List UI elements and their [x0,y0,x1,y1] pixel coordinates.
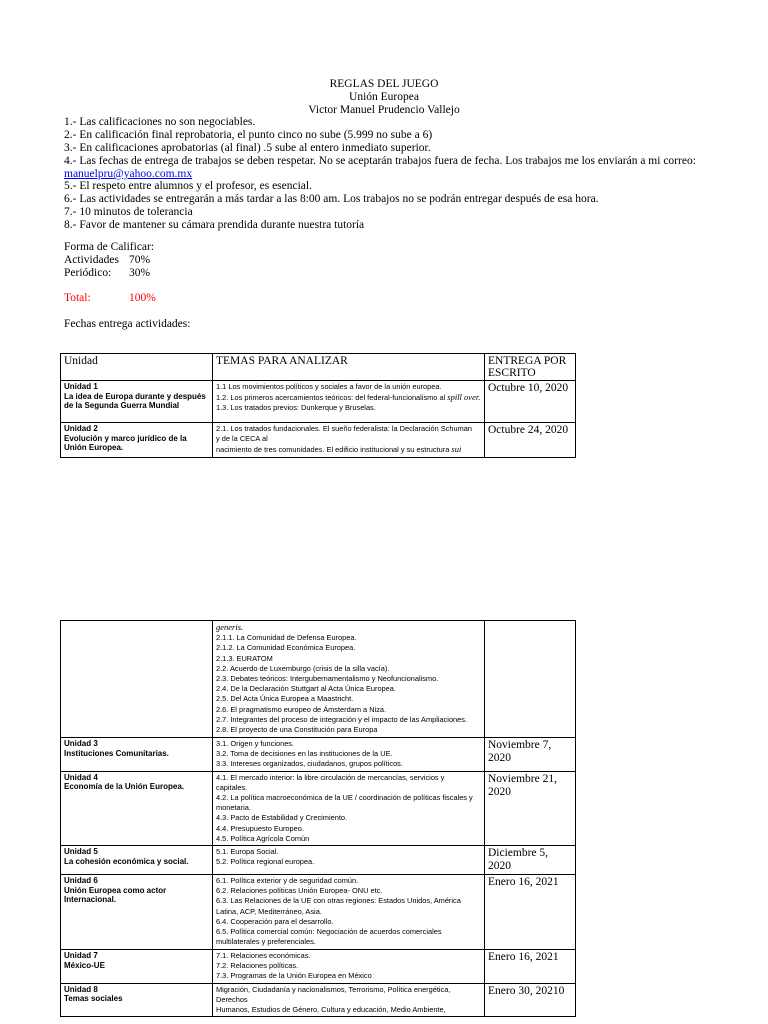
topics-cell [213,875,485,950]
delivery-date [485,621,576,738]
grading-total-label: Total: [64,292,91,304]
topic-italic: sui [451,444,462,455]
unit-cell [61,846,213,875]
topic-item: 2.2. Acuerdo de Luxemburgo (crisis de la silla vacía). [216,663,390,673]
grading-newspaper-value: 30% [129,267,151,279]
table-row [61,875,576,950]
topic-item: 2.3. Debates teóricos: Intergubernamentalismo y Neofuncionalismo. [216,674,439,684]
unit-cell [61,875,213,950]
table-row [61,950,576,984]
grading-activities-label: Actividades [64,254,119,266]
topic-item: 3.3. Intereses organizados, ciudadanos, grupos políticos. [216,759,403,769]
topic-item: 2.4. De la Declaración Stuttgart al Acta Única Europea. [216,684,396,694]
unit-number: Unidad 6 [64,876,98,886]
unit-title: Instituciones Comunitarias. [64,748,169,758]
document-subtitle: Unión Europea [349,91,419,103]
header-unidad: Unidad [61,354,213,381]
grading-activities-value: 70% [129,254,151,266]
topic-item: Humanos, Estudios de Género, Cultura y educación, Medio Ambiente, [216,1005,446,1015]
unit-cell [61,381,213,423]
schedule-table-part-2 [60,620,576,1017]
topic-item: capitales. [216,782,248,792]
topic-item: Migración, Ciudadanía y nacionalismos, Terrorismo, Política energética, [216,984,451,994]
unit-title: La idea de Europa durante y después de la Segunda Guerra Mundial [64,391,206,410]
topic-item: 6.1. Política exterior y de seguridad común. [216,876,359,886]
topic-item: 2.6. El pragmatismo europeo de Ámsterdam a Niza. [216,704,387,714]
unit-cell [61,738,213,772]
topic-item: 6.2. Relaciones políticas Unión Europea- ONU etc. [216,886,383,896]
document-title: REGLAS DEL JUEGO [329,78,439,90]
unit-cell [61,771,213,845]
table-row [61,381,576,423]
rule-5: 5.- El respeto entre alumnos y el profesor, es esencial. [64,180,312,192]
rule-6: 6.- Las actividades se entregarán a más tardar a las 8:00 am. Los trabajos no se podrán entregar después de esa hora. [64,193,599,205]
unit-number: Unidad 8 [64,984,98,994]
grading-newspaper-label: Periódico: [64,267,112,279]
unit-cell [61,423,213,458]
table-row [61,983,576,1017]
topic-italic: generis. [216,622,244,632]
topic-item: 3.1. Origen y funciones. [216,739,295,748]
topic-item: 2.1.3. EURATOM [216,653,273,663]
unit-number: Unidad 7 [64,951,98,961]
topic-item: 7.3. Programas de la Unión Europea en México [216,971,372,981]
table-row [61,621,576,738]
delivery-date: Enero 16, 2021 [485,875,576,950]
topics-cell [213,621,485,738]
unit-title: La cohesión económica y social. [64,856,189,866]
topic-italic: spill over. [447,392,481,403]
topics-cell [213,846,485,875]
topic-item: 2.7. Integrantes del proceso de integración y el impacto de las Ampliaciones. [216,714,468,724]
topic-item: nacimiento de tres comunidades. El edificio institucional y su estructura sui [216,444,462,455]
unit-title: Unión Europea como actor Internacional. [64,885,167,905]
topic-item: 4.4. Presupuesto Europeo. [216,823,304,833]
topics-cell [213,950,485,984]
topics-cell [213,423,485,458]
topic-item: 1.1 Los movimientos políticos y sociales a favor de la unión europea. [216,382,442,391]
topic-item: multilaterales y preferenciales. [216,937,316,947]
topic-item: y de la CECA al [216,434,268,444]
topic-item: 2.1. Los tratados fundacionales. El sueño federalista: la Declaración Schuman [216,424,472,433]
delivery-date: Octubre 10, 2020 [485,381,576,423]
rule-1: 1.- Las calificaciones no son negociables. [64,116,256,128]
table-row [61,423,576,458]
unit-title: Evolución y marco jurídico de la Unión Europea. [64,433,187,452]
topic-item: 3.2. Toma de decisiones en las instituciones de la UE. [216,749,393,759]
rule-7: 7.- 10 minutos de tolerancia [64,206,193,218]
topic-item: 7.1. Relaciones económicas. [216,951,311,961]
delivery-date: Noviembre 21, 2020 [485,771,576,845]
topics-cell [213,738,485,772]
topic-item: 1.2. Los primeros acercamientos teóricos: del federal-funcionalismo al spill over. [216,392,481,403]
topic-item: 2.5. Del Acta Única Europea a Maastricht. [216,694,354,704]
delivery-date: Octubre 24, 2020 [485,423,576,458]
table-row [61,738,576,772]
unit-number: Unidad 4 [64,772,98,782]
topic-item [216,622,481,633]
topic-item: 7.2. Relaciones políticas. [216,961,299,971]
topics-cell [213,771,485,845]
topic-item: 4.3. Pacto de Estabilidad y Crecimiento. [216,813,348,823]
topic-item: 1.3. Los tratados previos: Dunkerque y Bruselas. [216,403,376,413]
schedule-table-part-1 [60,353,576,458]
rule-2: 2.- En calificación final reprobatoria, el punto cinco no sube (5.999 no sube a 6) [64,129,433,141]
table-header-row [61,354,576,381]
document-page-2 [0,600,768,1024]
document-author: Victor Manuel Prudencio Vallejo [308,104,460,116]
topic-item: 6.3. Las Relaciones de la UE con otras regiones: Estados Unidos, América [216,896,461,906]
unit-cell [61,950,213,984]
unit-cell [61,983,213,1017]
unit-title: México-UE [64,960,105,970]
topic-item: 4.5. Política Agrícola Común [216,833,310,843]
rule-3: 3.- En calificaciones aprobatorias (al final) .5 sube al entero inmediato superior. [64,142,431,154]
topic-item: 4.2. La política macroeconómica de la UE / coordinación de políticas fiscales y [216,793,473,803]
unit-cell [61,621,213,738]
unit-number: Unidad 5 [64,847,98,857]
topics-cell [213,983,485,1017]
rule-4: 4.- Las fechas de entrega de trabajos se deben respetar. No se aceptarán trabajos fuera de fecha. Los trabajos me los enviarán a mi correo: [64,155,696,167]
grading-total-value: 100% [129,292,156,304]
topic-item: Derechos [216,994,248,1004]
rule-8: 8.- Favor de mantener su cámara prendida durante nuestra tutoría [64,219,365,231]
topic-item: 5.2. Política regional europea. [216,857,315,867]
unit-number: Unidad 3 [64,739,98,748]
delivery-date: Enero 16, 2021 [485,950,576,984]
unit-title: Economía de la Unión Europea. [64,782,185,792]
delivery-date: Noviembre 7, 2020 [485,738,576,772]
topic-item: 6.4. Cooperación para el desarrollo. [216,916,334,926]
delivery-date: Diciembre 5, 2020 [485,846,576,875]
unit-title: Temas sociales [64,994,123,1004]
grading-heading: Forma de Calificar: [64,241,155,253]
topic-item: 2.8. El proyecto de una Constitución para Europa [216,725,378,735]
unit-number: Unidad 2 [64,424,98,433]
unit-number: Unidad 1 [64,382,98,391]
topics-cell [213,381,485,423]
topic-item: 4.1. El mercado interior: la libre circulación de mercancías, servicios y [216,772,445,782]
email-link[interactable]: manuelpru@yahoo.com.mx [64,168,193,180]
topic-item: 2.1.2. La Comunidad Económica Europea. [216,643,356,653]
table-row [61,846,576,875]
header-temas: TEMAS PARA ANALIZAR [213,354,485,381]
dates-heading: Fechas entrega actividades: [64,318,191,330]
topic-item: monetaria. [216,803,251,813]
delivery-date: Enero 30, 20210 [485,983,576,1017]
topic-item: 2.1.1. La Comunidad de Defensa Europea. [216,633,357,643]
topic-item: 5.1. Europa Social. [216,847,279,857]
table-row [61,771,576,845]
topic-item: Latina, ACP, Mediterráneo, Asia. [216,906,322,916]
header-entrega: ENTREGA POR ESCRITO [485,354,576,381]
topic-item: 6.5. Política comercial común: Negociación de acuerdos comerciales [216,927,442,937]
